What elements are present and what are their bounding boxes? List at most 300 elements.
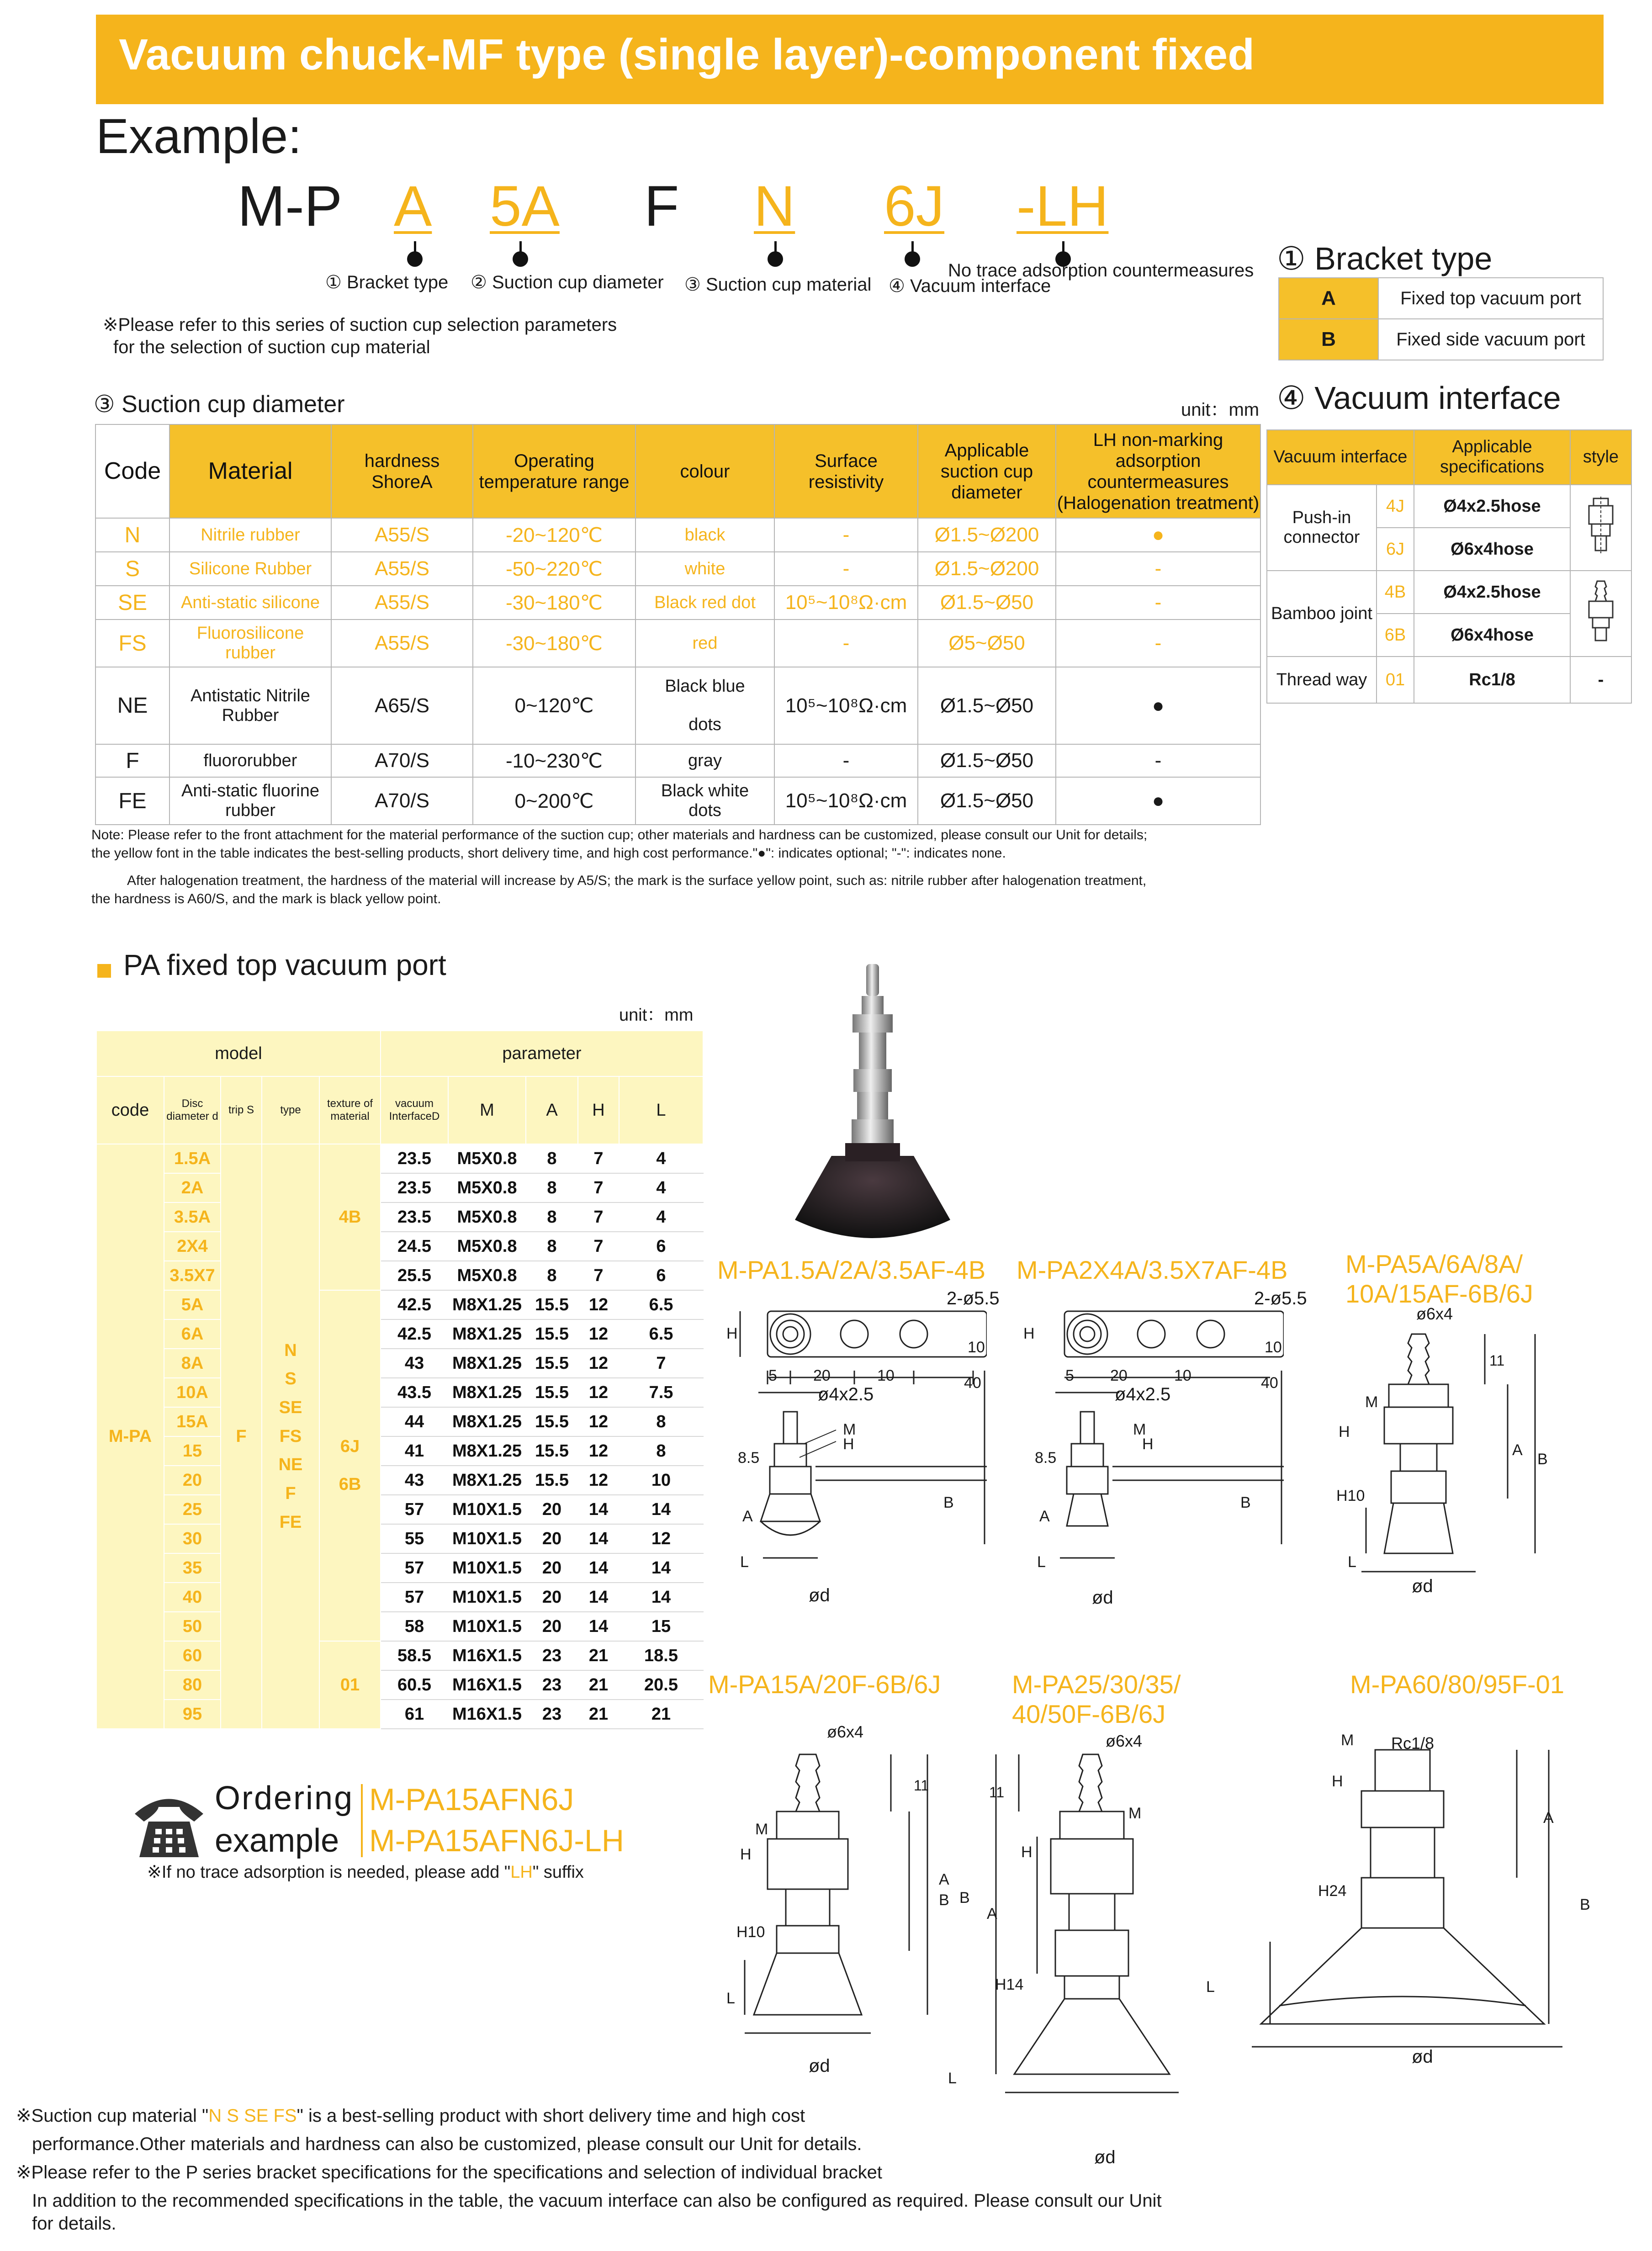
label-diameter: ② Suction cup diameter — [471, 272, 664, 292]
d3-m: M — [1365, 1393, 1378, 1411]
type-option: N — [284, 1340, 297, 1360]
type-option: FS — [279, 1426, 302, 1446]
cell-m: M5X0.8 — [448, 1261, 526, 1290]
d3-h: H — [1339, 1423, 1350, 1441]
label-bracket: ① Bracket type — [325, 272, 449, 292]
cell-hardness: A55/S — [331, 620, 473, 667]
cell-disc: 10A — [164, 1378, 221, 1407]
cell-d: 41 — [381, 1436, 448, 1466]
cell-a: 20 — [526, 1612, 578, 1641]
cell-a: 23 — [526, 1670, 578, 1700]
cell-temp: -20~120℃ — [473, 518, 635, 552]
cell-l: 7 — [619, 1349, 703, 1378]
d2-h2: H — [1142, 1435, 1154, 1453]
cell-d: 58 — [381, 1612, 448, 1641]
cell-d: 55 — [381, 1524, 448, 1553]
cell-l: 21 — [619, 1700, 703, 1729]
cell-disc: 15A — [164, 1407, 221, 1436]
cell-temp: 0~200℃ — [473, 777, 635, 825]
example-label: Example: — [96, 108, 302, 164]
cell-d: 61 — [381, 1700, 448, 1729]
cell-a: 20 — [526, 1553, 578, 1583]
cell-d: 42.5 — [381, 1319, 448, 1349]
cell-l: 4 — [619, 1173, 703, 1202]
drawing-title-3a: M-PA5A/6A/8A/ — [1345, 1250, 1523, 1278]
col-disc: Disc diameter d — [164, 1076, 221, 1144]
cell-d: 42.5 — [381, 1290, 448, 1319]
cell-diam: Ø1.5~Ø50 — [918, 667, 1056, 744]
cell-l: 4 — [619, 1202, 703, 1232]
cell-temp: -30~180℃ — [473, 620, 635, 667]
cell-m: M10X1.5 — [448, 1612, 526, 1641]
cell-disc: 3.5A — [164, 1202, 221, 1232]
table-row — [1267, 657, 1631, 703]
cell-m: M5X0.8 — [448, 1173, 526, 1202]
footer-line-4: In addition to the recommended specifications in the table, the vacuum interface can also be configured as required. Please consult our Unit — [32, 2191, 1162, 2211]
cell-code: S — [95, 552, 169, 586]
code-trip: F — [644, 175, 679, 238]
cell-colour: Black red dot — [635, 586, 774, 620]
bracket-code: A — [1279, 278, 1378, 319]
cell-colour: red — [635, 620, 774, 667]
table-row — [96, 1612, 703, 1641]
cell-m: M16X1.5 — [448, 1670, 526, 1700]
cell-h: 12 — [578, 1466, 619, 1495]
cell-code: NE — [95, 667, 169, 744]
code-bracket: A — [394, 175, 432, 238]
cell-disc: 15 — [164, 1436, 221, 1466]
type-option: F — [285, 1484, 296, 1504]
diameter-title: ③ Suction cup diameter — [94, 391, 345, 418]
label-lh: No trace adsorption countermeasures — [948, 260, 1254, 281]
vi-code: 6B — [1377, 614, 1414, 657]
cell-d: 23.5 — [381, 1202, 448, 1232]
cell-diam: Ø1.5~Ø200 — [918, 518, 1056, 552]
cell-m: M8X1.25 — [448, 1349, 526, 1378]
vi-code: 4J — [1377, 485, 1414, 528]
table-row — [96, 1670, 703, 1700]
table-header-row — [95, 424, 1260, 518]
cell-m: M8X1.25 — [448, 1290, 526, 1319]
footer-l1-highlight: N S SE FS — [208, 2106, 297, 2126]
cell-colour: Black white dots — [635, 777, 774, 825]
cell-m: M8X1.25 — [448, 1436, 526, 1466]
cell-h: 12 — [578, 1349, 619, 1378]
pointer-dot — [513, 251, 528, 267]
vi-code: 6J — [1377, 528, 1414, 571]
cell-m: M10X1.5 — [448, 1524, 526, 1553]
drawing-2 — [1028, 1293, 1284, 1622]
cell-code: FE — [95, 777, 169, 825]
cell-texture — [319, 1290, 381, 1641]
cell-temp: -50~220℃ — [473, 552, 635, 586]
drawing-title-2: M-PA2X4A/3.5X7AF-4B — [1017, 1255, 1288, 1284]
d6-b: B — [1580, 1896, 1590, 1913]
vi-spec: Ø6x4hose — [1414, 528, 1570, 571]
cell-lh: - — [1056, 620, 1260, 667]
material-table — [95, 424, 1261, 825]
cell-material: Antistatic Nitrile Rubber — [169, 667, 331, 744]
cell-a: 20 — [526, 1583, 578, 1612]
table-row — [95, 744, 1260, 777]
table-row — [95, 667, 1260, 744]
table-row — [95, 518, 1260, 552]
cell-m: M10X1.5 — [448, 1583, 526, 1612]
cell-a: 20 — [526, 1524, 578, 1553]
table-row — [96, 1144, 703, 1173]
drawing-title-3b: 10A/15AF-6B/6J — [1345, 1279, 1533, 1308]
ordering-divider — [361, 1784, 363, 1857]
cell-l: 14 — [619, 1553, 703, 1583]
cell-a: 8 — [526, 1232, 578, 1261]
pointer-dot — [905, 251, 920, 267]
type-option: FE — [279, 1512, 302, 1532]
cell-h: 7 — [578, 1202, 619, 1232]
footer-line-3: ※Please refer to the P series bracket specifications for the specifications and selection of individual bracket — [16, 2162, 882, 2182]
cell-disc: 60 — [164, 1641, 221, 1670]
cell-l: 6 — [619, 1261, 703, 1290]
code-vacuum: 6J — [884, 175, 945, 238]
cell-disc: 3.5X7 — [164, 1261, 221, 1290]
cell-m: M10X1.5 — [448, 1495, 526, 1524]
d1-n85: 8.5 — [738, 1449, 760, 1467]
cell-resist: - — [774, 744, 918, 777]
cell-h: 7 — [578, 1261, 619, 1290]
ordering-note-lh: LH — [510, 1863, 533, 1882]
bracket-desc: Fixed side vacuum port — [1378, 319, 1603, 360]
cell-d: 43 — [381, 1466, 448, 1495]
d2-m: M — [1133, 1421, 1146, 1438]
pa-unit: unit：mm — [619, 1006, 694, 1025]
vacuum-table — [1266, 429, 1632, 704]
cell-h: 14 — [578, 1524, 619, 1553]
table-header-row — [96, 1031, 703, 1076]
table-row — [96, 1173, 703, 1202]
table-row — [96, 1466, 703, 1495]
cell-colour: Black blue dots — [635, 667, 774, 744]
cell-a: 15.5 — [526, 1319, 578, 1349]
cell-material: Fluorosilicone rubber — [169, 620, 331, 667]
d4-od: ød — [809, 2056, 830, 2076]
vi-code: 01 — [1377, 657, 1414, 703]
bracket-title: ① Bracket type — [1277, 241, 1493, 276]
cell-d: 57 — [381, 1583, 448, 1612]
cell-hardness: A55/S — [331, 586, 473, 620]
table-row — [1279, 319, 1603, 360]
cell-h: 12 — [578, 1290, 619, 1319]
cell-m: M8X1.25 — [448, 1466, 526, 1495]
cell-l: 6.5 — [619, 1290, 703, 1319]
d4-h10: H10 — [736, 1923, 765, 1941]
d1-n10v: 10 — [968, 1339, 985, 1356]
table-row — [95, 620, 1260, 667]
cell-l: 6 — [619, 1232, 703, 1261]
ordering-label-1: Ordering — [215, 1780, 354, 1817]
cell-code: N — [95, 518, 169, 552]
code-lh: -LH — [1017, 175, 1109, 238]
cell-l: 15 — [619, 1612, 703, 1641]
cell-h: 12 — [578, 1436, 619, 1466]
table-row — [96, 1349, 703, 1378]
cell-hardness: A55/S — [331, 552, 473, 586]
footer-line-2: performance.Other materials and hardness can also be customized, please consult our Unit for details. — [32, 2134, 862, 2154]
d1-od: ød — [809, 1585, 830, 1605]
cell-material: fluororubber — [169, 744, 331, 777]
drawing-1 — [731, 1293, 987, 1622]
table-row — [1267, 485, 1631, 528]
col-type: type — [262, 1076, 319, 1144]
cell-d: 57 — [381, 1495, 448, 1524]
cell-h: 21 — [578, 1641, 619, 1670]
group-bamboo: Bamboo joint — [1267, 571, 1377, 657]
col-hardness: hardness ShoreA — [331, 424, 473, 518]
d1-hose: ø4x2.5 — [818, 1384, 874, 1404]
col-code: Code — [95, 424, 169, 518]
diameter-unit: unit：mm — [1181, 400, 1260, 420]
cell-h: 14 — [578, 1495, 619, 1524]
cell-temp: -10~230℃ — [473, 744, 635, 777]
d2-n40: 40 — [1261, 1374, 1278, 1392]
d3-l: L — [1348, 1553, 1356, 1571]
col-spec: Applicable specifications — [1414, 430, 1570, 485]
cell-material: Silicone Rubber — [169, 552, 331, 586]
col-colour: colour — [635, 424, 774, 518]
push-in-connector-icon — [1570, 485, 1631, 571]
d4-b: B — [959, 1889, 970, 1907]
table-row — [96, 1495, 703, 1524]
footer-line-5: for details. — [32, 2214, 116, 2234]
d1-a: A — [742, 1508, 753, 1525]
d6-h24: H24 — [1318, 1882, 1347, 1900]
cell-lh: ● — [1056, 667, 1260, 744]
d1-h2: H — [843, 1435, 854, 1453]
cell-colour: gray — [635, 744, 774, 777]
cell-colour: white — [635, 552, 774, 586]
note-line-1: Note: Please refer to the front attachment for the material performance of the suction cup; other materials and hardness can be customized, please consult our Unit for details; — [91, 827, 1148, 842]
cell-a: 15.5 — [526, 1378, 578, 1407]
cell-trip: F — [221, 1144, 262, 1729]
cell-resist: 10⁵~10⁸Ω·cm — [774, 586, 918, 620]
cell-d: 23.5 — [381, 1173, 448, 1202]
cell-h: 21 — [578, 1670, 619, 1700]
cell-disc: 80 — [164, 1670, 221, 1700]
table-row — [96, 1261, 703, 1290]
d3-n11: 11 — [1489, 1352, 1505, 1369]
product-photo — [777, 964, 969, 1238]
cell-material: Anti-static fluorine rubber — [169, 777, 331, 825]
table-row — [1267, 571, 1631, 614]
vi-code: 4B — [1377, 571, 1414, 614]
cell-m: M8X1.25 — [448, 1319, 526, 1349]
table-row — [95, 586, 1260, 620]
cell-colour: black — [635, 518, 774, 552]
col-diam: Applicable suction cup diameter — [918, 424, 1056, 518]
d4-l: L — [726, 1990, 735, 2007]
footer-l1-pre: ※Suction cup material " — [16, 2106, 209, 2126]
refer-note-1: ※Please refer to this series of suction cup selection parameters — [103, 315, 617, 335]
ordering-note-pre: ※If no trace adsorption is needed, please add " — [147, 1863, 511, 1882]
cell-disc: 8A — [164, 1349, 221, 1378]
cell-l: 12 — [619, 1524, 703, 1553]
col-vacuum-interface: Vacuum interface — [1267, 430, 1414, 485]
cell-l: 18.5 — [619, 1641, 703, 1670]
cell-a: 15.5 — [526, 1466, 578, 1495]
d3-h10: H10 — [1336, 1487, 1365, 1504]
d1-n10: 10 — [877, 1367, 895, 1384]
cell-d: 44 — [381, 1407, 448, 1436]
d2-od: ød — [1092, 1588, 1113, 1608]
col-material: Material — [169, 424, 331, 518]
cell-d: 60.5 — [381, 1670, 448, 1700]
cell-resist: - — [774, 620, 918, 667]
table-row — [96, 1378, 703, 1407]
drawing-title-4: M-PA15A/20F-6B/6J — [708, 1670, 941, 1699]
d3-b: B — [1537, 1451, 1548, 1468]
cell-l: 8 — [619, 1436, 703, 1466]
bracket-table — [1278, 277, 1604, 360]
d1-b: B — [943, 1494, 954, 1511]
d4-h: H — [740, 1846, 752, 1863]
table-row — [96, 1641, 703, 1670]
cell-m: M5X0.8 — [448, 1202, 526, 1232]
d3-a: A — [1512, 1441, 1523, 1459]
d6-a: A — [1543, 1809, 1554, 1827]
cell-a: 8 — [526, 1261, 578, 1290]
cell-d: 43.5 — [381, 1378, 448, 1407]
d6-rc: Rc1/8 — [1391, 1734, 1435, 1753]
cell-type — [262, 1144, 319, 1729]
cell-disc: 95 — [164, 1700, 221, 1729]
cell-code: F — [95, 744, 169, 777]
d2-n5: 5 — [1065, 1367, 1074, 1384]
note-line-4: the hardness is A60/S, and the mark is black yellow point. — [91, 891, 441, 906]
cell-disc: 2X4 — [164, 1232, 221, 1261]
d2-n20: 20 — [1110, 1367, 1128, 1384]
d2-hose: ø4x2.5 — [1115, 1384, 1171, 1404]
d1-n5: 5 — [768, 1367, 777, 1384]
d1-hole-label: 2-ø5.5 — [947, 1288, 1000, 1308]
cell-code: M-PA — [96, 1144, 164, 1729]
col-code: code — [96, 1076, 164, 1144]
cell-resist: - — [774, 518, 918, 552]
cell-material: Anti-static silicone — [169, 586, 331, 620]
cell-d: 25.5 — [381, 1261, 448, 1290]
vi-spec: Rc1/8 — [1414, 657, 1570, 703]
type-option: S — [285, 1369, 297, 1389]
cell-texture: 4B — [319, 1144, 381, 1290]
col-temp: Operating temperature range — [473, 424, 635, 518]
bracket-code: B — [1279, 319, 1378, 360]
cell-a: 15.5 — [526, 1436, 578, 1466]
cell-h: 14 — [578, 1583, 619, 1612]
d6-od: ød — [1412, 2047, 1433, 2067]
drawing-title-1: M-PA1.5A/2A/3.5AF-4B — [717, 1255, 986, 1284]
footer-l1-post: " is a best-selling product with short delivery time and high cost — [297, 2106, 805, 2126]
col-vacuum: vacuum InterfaceD — [381, 1076, 448, 1144]
cell-disc: 1.5A — [164, 1144, 221, 1173]
pa-title: PA fixed top vacuum port — [123, 948, 446, 981]
col-parameter: parameter — [381, 1031, 703, 1076]
col-l: L — [619, 1076, 703, 1144]
cell-hardness: A70/S — [331, 744, 473, 777]
cell-d: 43 — [381, 1349, 448, 1378]
ordering-note — [147, 1862, 584, 1882]
col-m: M — [448, 1076, 526, 1144]
code-diameter: 5A — [490, 175, 560, 238]
cell-hardness: A65/S — [331, 667, 473, 744]
cell-diam: Ø1.5~Ø50 — [918, 744, 1056, 777]
drawing-5 — [950, 1745, 1215, 2156]
cell-resist: 10⁵~10⁸Ω·cm — [774, 777, 918, 825]
cell-disc: 30 — [164, 1524, 221, 1553]
d1-m: M — [843, 1421, 856, 1438]
col-h: H — [578, 1076, 619, 1144]
cell-d: 23.5 — [381, 1144, 448, 1173]
label-vacuum: ④ Vacuum interface — [889, 276, 1051, 296]
drawing-title-6: M-PA60/80/95F-01 — [1350, 1670, 1564, 1699]
cell-l: 14 — [619, 1583, 703, 1612]
col-resist: Surface resistivity — [774, 424, 918, 518]
cell-disc: 2A — [164, 1173, 221, 1202]
cell-a: 8 — [526, 1173, 578, 1202]
cell-disc: 35 — [164, 1553, 221, 1583]
cell-h: 12 — [578, 1407, 619, 1436]
vacuum-title: ④ Vacuum interface — [1277, 380, 1561, 416]
cell-lh: - — [1056, 552, 1260, 586]
cell-resist: 10⁵~10⁸Ω·cm — [774, 667, 918, 744]
cell-a: 8 — [526, 1202, 578, 1232]
d5-h: H — [1021, 1843, 1032, 1861]
col-style: style — [1570, 430, 1631, 485]
col-lh: LH non-marking adsorption countermeasures (Halogenation treatment) — [1056, 424, 1260, 518]
d3-od: ød — [1412, 1576, 1433, 1596]
cell-h: 12 — [578, 1378, 619, 1407]
page-title: Vacuum chuck-MF type (single layer)-component fixed — [119, 30, 1255, 79]
cell-diam: Ø1.5~Ø50 — [918, 586, 1056, 620]
cell-lh: - — [1056, 744, 1260, 777]
cell-l: 4 — [619, 1144, 703, 1173]
cell-disc: 50 — [164, 1612, 221, 1641]
cell-lh: ● — [1056, 777, 1260, 825]
cell-d: 24.5 — [381, 1232, 448, 1261]
type-option: SE — [279, 1398, 302, 1417]
cell-disc: 5A — [164, 1290, 221, 1319]
pointer-dot — [407, 251, 423, 267]
col-a: A — [526, 1076, 578, 1144]
d4-n11: 11 — [914, 1777, 929, 1794]
d1-n40: 40 — [964, 1374, 981, 1392]
cell-h: 12 — [578, 1319, 619, 1349]
cell-diam: Ø5~Ø50 — [918, 620, 1056, 667]
phone-icon — [130, 1789, 208, 1862]
table-row — [96, 1700, 703, 1729]
cell-disc: 20 — [164, 1466, 221, 1495]
pa-table — [96, 1030, 704, 1729]
cell-l: 7.5 — [619, 1378, 703, 1407]
vi-spec: Ø4x2.5hose — [1414, 571, 1570, 614]
type-option: NE — [278, 1455, 303, 1475]
d2-hole-label: 2-ø5.5 — [1254, 1288, 1307, 1308]
cell-a: 20 — [526, 1495, 578, 1524]
d3-hose: ø6x4 — [1416, 1304, 1453, 1323]
vi-spec: Ø6x4hose — [1414, 614, 1570, 657]
d5-h14: H14 — [995, 1976, 1024, 1993]
cell-hardness: A70/S — [331, 777, 473, 825]
table-row — [96, 1319, 703, 1349]
cell-code: SE — [95, 586, 169, 620]
col-model: model — [96, 1031, 381, 1076]
cell-m: M5X0.8 — [448, 1232, 526, 1261]
